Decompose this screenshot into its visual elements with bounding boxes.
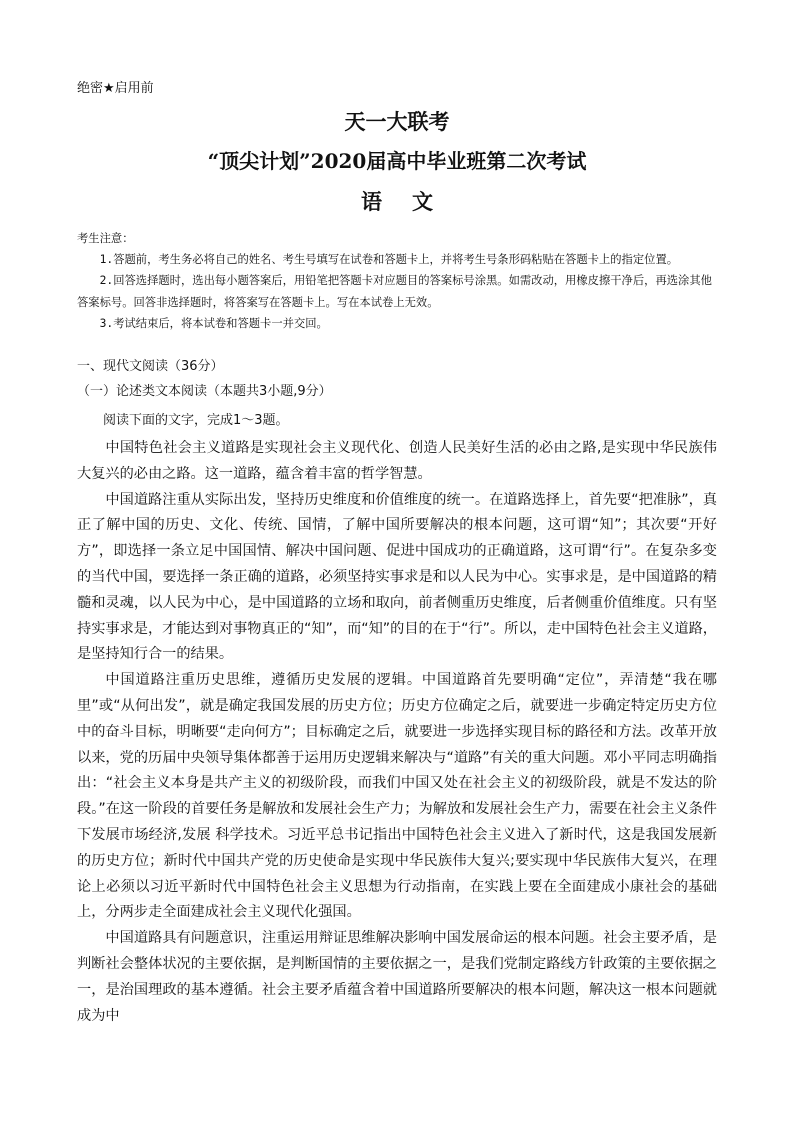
notice-item: 2.回答选择题时，选出每小题答案后，用铅笔把答题卡对应题目的答案标号涂黑。如需改动，用橡皮擦干净后，再选涂其他答案标号。回答非选择题时，将答案写在答题卡上。写在本试卷上无效。 xyxy=(77,274,712,309)
passage-paragraph: 中国道路注重历史思维，遵循历史发展的逻辑。中国道路首先要明确“定位”，弄清楚“我在哪里”或“从何出发”，就是确定我国发展的历史方位；历史方位确定之后，就要进一步确定特定历史方位中的奋斗目标，明晰要“走向何方”；目标确定之后，就要进一步选择实现目标的路径和方法。改革开放以来，党的历届中央领导集体都善于运用历史逻辑来解决与“道路”有关的重大问题。邓小平同志明确指出：“社会主义本身是共产主义的初级阶段，而我们中国又处在社会主义的初级阶段，就是不发达的阶段。”在这一阶段的首要任务是解放和发展社会生产力；为解放和发展社会生产力，需要在社会主义条件下发展市场经济,发展 科学技术。习近平总书记指出中国特色社会主义进入了新时代，这是我国发展新的历史方位；新时代中国共产党的历史使命是实现中华民族伟大复兴;要实现中华民族伟大复兴，在理论上必须以习近平新时代中国特色社会主义思想为行动指南，在实践上要在全面建成小康社会的基础上，分两步走全面建成社会主义现代化强国。 xyxy=(77,672,717,921)
exam-title: 天一大联考 xyxy=(344,109,450,134)
notice-item: 3.考试结束后，将本试卷和答题卡一并交回。 xyxy=(99,316,328,330)
secret-label: 绝密★启用前 xyxy=(77,81,154,96)
passage-paragraph: 中国特色社会主义道路是实现社会主义现代化、创造人民美好生活的必由之路,是实现中华民族伟大复兴的必由之路。这一道路，蕴含着丰富的哲学智慧。 xyxy=(77,440,717,482)
notice-heading: 考生注意： xyxy=(77,232,134,245)
section-heading: 一、现代文阅读（36分） xyxy=(77,359,224,374)
notice-item: 1.答题前，考生务必将自己的姓名、考生号填写在试卷和答题卡上，并将考生号条形码粘贴在答题卡上的指定位置。 xyxy=(99,253,679,267)
passage xyxy=(77,436,717,1029)
exam-subtitle: “顶尖计划”2020届高中毕业班第二次考试 xyxy=(207,149,587,173)
subsection-heading: （一）论述类文本阅读（本题共3小题,9分） xyxy=(77,384,332,399)
subject-title: 语文 xyxy=(361,189,463,214)
notice-block xyxy=(77,228,719,334)
passage-paragraph: 中国道路具有问题意识，注重运用辩证思维解决影响中国发展命运的根本问题。社会主要矛盾，是判断社会整体状况的主要依据，是判断国情的主要依据之一，是我们党制定路线方针政策的主要依据之一，是治国理政的基本遵循。社会主要矛盾蕴含着中国道路所要解决的根本问题，解决这一根本问题就成为中 xyxy=(77,930,717,1024)
passage-paragraph: 中国道路注重从实际出发，坚持历史维度和价值维度的统一。在道路选择上，首先要“把准脉”，真正了解中国的历史、文化、传统、国情，了解中国所要解决的根本问题，这可谓“知”；其次要“开好方”，即选择一条立足中国国情、解决中国问题、促进中国成功的正确道路，这可谓“行”。在复杂多变的当代中国，要选择一条正确的道路，必须坚持实事求是和以人民为中心。实事求是，是中国道路的精髓和灵魂，以人民为中心，是中国道路的立场和取向，前者侧重历史维度，后者侧重价值维度。只有坚持实事求是，才能达到对事物真正的“知”，而“知”的目的在于“行”。所以，走中国特色社会主义道路，是坚持知行合一的结果。 xyxy=(77,491,717,663)
reading-instruction: 阅读下面的文字，完成1～3题。 xyxy=(103,413,289,428)
